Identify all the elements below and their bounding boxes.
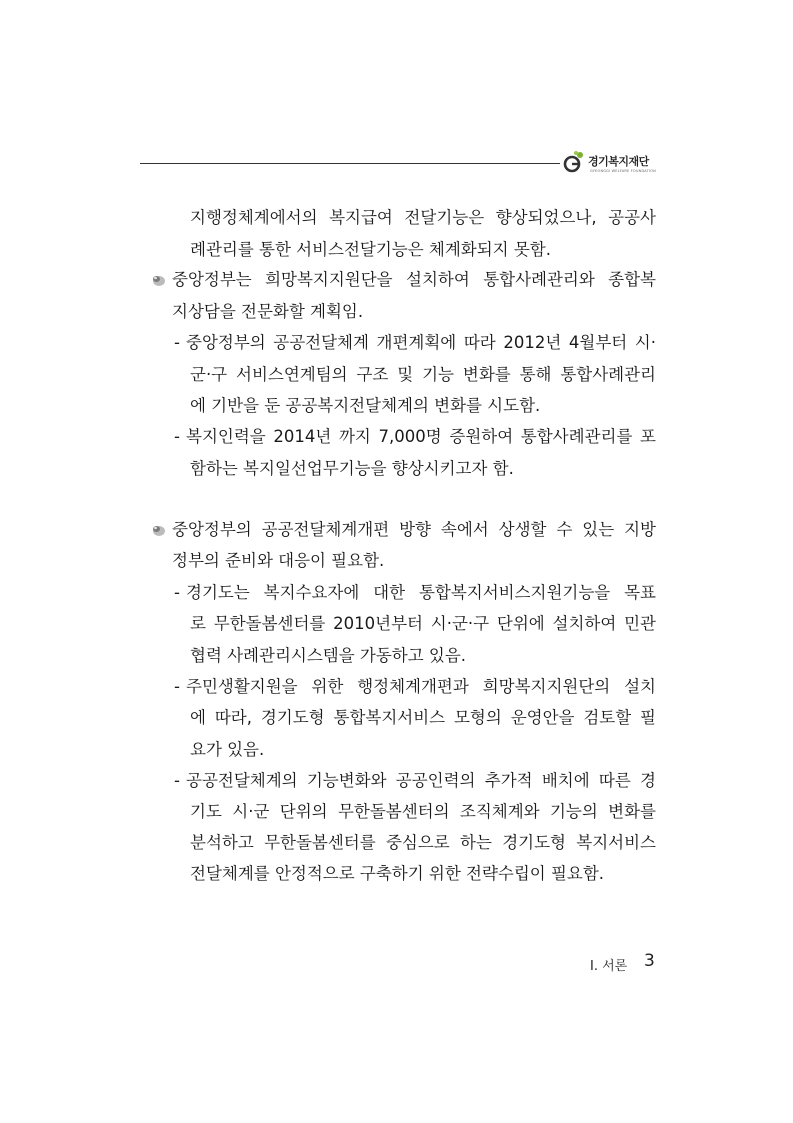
body-line: 분석하고 무한돌봄센터를 중심으로 하는 경기도형 복지서비스 — [190, 833, 656, 852]
body-line: 지상담을 전문화할 계획임. — [172, 302, 364, 321]
body-line: 에 따라, 경기도형 통합복지서비스 모형의 운영안을 검토할 필 — [190, 708, 656, 727]
foundation-logo-icon — [560, 148, 588, 176]
body-line: 례관리를 통한 서비스전달기능은 체계화되지 못함. — [190, 240, 551, 259]
body-line: 로 무한돌봄센터를 2010년부터 시·군·구 단위에 설치하여 민관 — [190, 614, 656, 633]
dash-marker: - — [174, 771, 180, 790]
dash-marker: - — [174, 333, 180, 352]
body-line: 요가 있음. — [190, 740, 265, 759]
body-line: 중앙정부의 공공전달체계 개편계획에 따라 2012년 4월부터 시· — [186, 333, 656, 352]
body-line: 군·구 서비스연계팀의 구조 및 기능 변화를 통해 통합사례관리 — [190, 365, 656, 384]
body-line: 경기도는 복지수요자에 대한 통합복지서비스지원기능을 목표 — [186, 583, 656, 602]
body-line: 중앙정부의 공공전달체계개편 방향 속에서 상생할 수 있는 지방 — [172, 520, 656, 539]
logo-subtitle: GYEONGGI WELFARE FOUNDATION — [590, 169, 656, 173]
body-line: 함하는 복지일선업무기능을 향상시키고자 함. — [190, 459, 514, 478]
bullet-icon — [150, 273, 166, 287]
bullet-icon — [150, 523, 166, 537]
page-number: 3 — [644, 951, 655, 971]
logo-name: 경기복지재단 — [588, 155, 649, 168]
dash-marker: - — [174, 677, 180, 696]
body-line: 정부의 준비와 대응이 필요함. — [172, 551, 385, 570]
body-line: 공공전달체계의 기능변화와 공공인력의 추가적 배치에 따른 경 — [186, 771, 656, 790]
body-line: 에 기반을 둔 공공복지전달체계의 변화를 시도함. — [190, 396, 541, 415]
foundation-logo — [560, 148, 660, 180]
header-rule — [140, 163, 560, 164]
dash-marker: - — [174, 583, 180, 602]
body-line: 중앙정부는 희망복지지원단을 설치하여 통합사례관리와 종합복 — [172, 270, 656, 289]
body-line: 주민생활지원을 위한 행정체계개편과 희망복지지원단의 설치 — [186, 677, 656, 696]
body-line: 전달체계를 안정적으로 구축하기 위한 전략수립이 필요함. — [190, 864, 605, 883]
body-line: 협력 사례관리시스템을 가동하고 있음. — [190, 646, 467, 665]
body-line: 지행정체계에서의 복지급여 전달기능은 향상되었으나, 공공사 — [190, 208, 656, 227]
body-line: 복지인력을 2014년 까지 7,000명 증원하여 통합사례관리를 포 — [186, 427, 656, 446]
dash-marker: - — [174, 427, 180, 446]
body-line: 기도 시·군 단위의 무한돌봄센터의 조직체계와 기능의 변화를 — [190, 802, 656, 821]
footer-chapter: Ⅰ. 서론 — [590, 959, 628, 974]
